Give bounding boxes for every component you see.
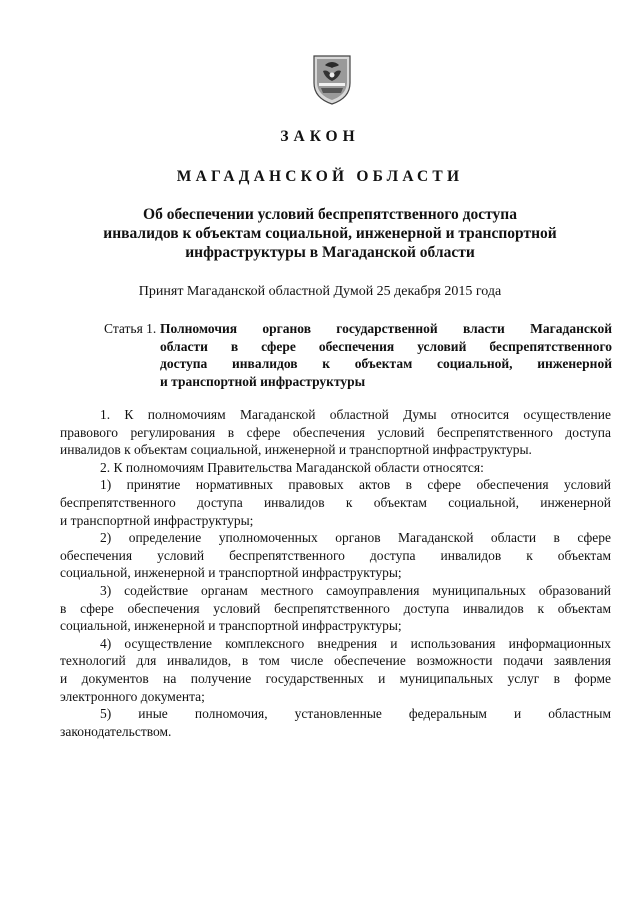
paragraph-line: 2. К полномочиям Правительства Магаданской области относятся: [100,459,484,475]
paragraph-line: 1. К полномочиям Магаданской областной Думы относится осуществление [100,407,611,422]
paragraph-line: 2) определение уполномоченных органов Магаданской области в сфере [100,530,611,546]
article-heading-line: доступа инвалидов к объектам социальной, инженерной [160,356,612,371]
paragraph-line: в сфере обеспечения условий беспрепятственного доступа инвалидов к объектам [60,600,611,616]
paragraph-line: и транспортной инфраструктуры; [60,512,254,528]
region-heading: МАГАДАНСКОЙ ОБЛАСТИ [176,168,464,185]
paragraph-line: социальной, инженерной и транспортной инфраструктуры; [60,618,402,634]
paragraph-line: инвалидов к объектам социальной, инженерной и транспортной инфраструктуры. [60,442,532,458]
paragraph-line: социальной, инженерной и транспортной инфраструктуры; [60,565,402,581]
paragraph-line: технологий для инвалидов, в том числе обеспечение возможности подачи заявления [60,653,611,669]
paragraph-line: законодательством. [60,723,172,739]
paragraph-line: 5) иные полномочия, установленные федеральным и областным [100,706,611,722]
adoption-statement: Принят Магаданской областной Думой 25 декабря 2015 года [138,284,502,299]
law-title-line: инфраструктуры в Магаданской области [185,244,475,261]
paragraph-line: 3) содействие органам местного самоуправления муниципальных образований [100,582,611,598]
article-number: Статья 1. [104,321,157,336]
paragraph-line: обеспечения условий беспрепятственного доступа инвалидов к объектам [60,547,611,563]
document-type-heading: ЗАКОН [280,128,360,145]
paragraph-line: правового регулирования в сфере обеспечения условий беспрепятственного доступа [60,424,611,440]
article-heading [160,320,612,390]
article-heading-line: Полномочия органов государственной власти Магаданской [160,321,612,336]
paragraph-line: электронного документа; [60,688,205,704]
law-title-line: Об обеспечении условий беспрепятственного доступа [143,206,517,223]
article-body [60,406,611,740]
paragraph-line: 4) осуществление комплексного внедрения и использования информационных [100,635,611,651]
article-heading-line: области в сфере обеспечения условий беспрепятственного [160,338,612,354]
law-title [60,205,600,262]
paragraph-line: и документов на получение государственных и муниципальных услуг в форме [60,670,611,686]
paragraph-line: беспрепятственного доступа инвалидов к объектам социальной, инженерной [60,494,611,510]
law-title-line: инвалидов к объектам социальной, инженерной и транспортной [103,225,557,242]
coat-of-arms-emblem [311,53,353,105]
paragraph-line: 1) принятие нормативных правовых актов в сфере обеспечения условий [100,477,611,493]
article-heading-line: и транспортной инфраструктуры [160,373,366,389]
